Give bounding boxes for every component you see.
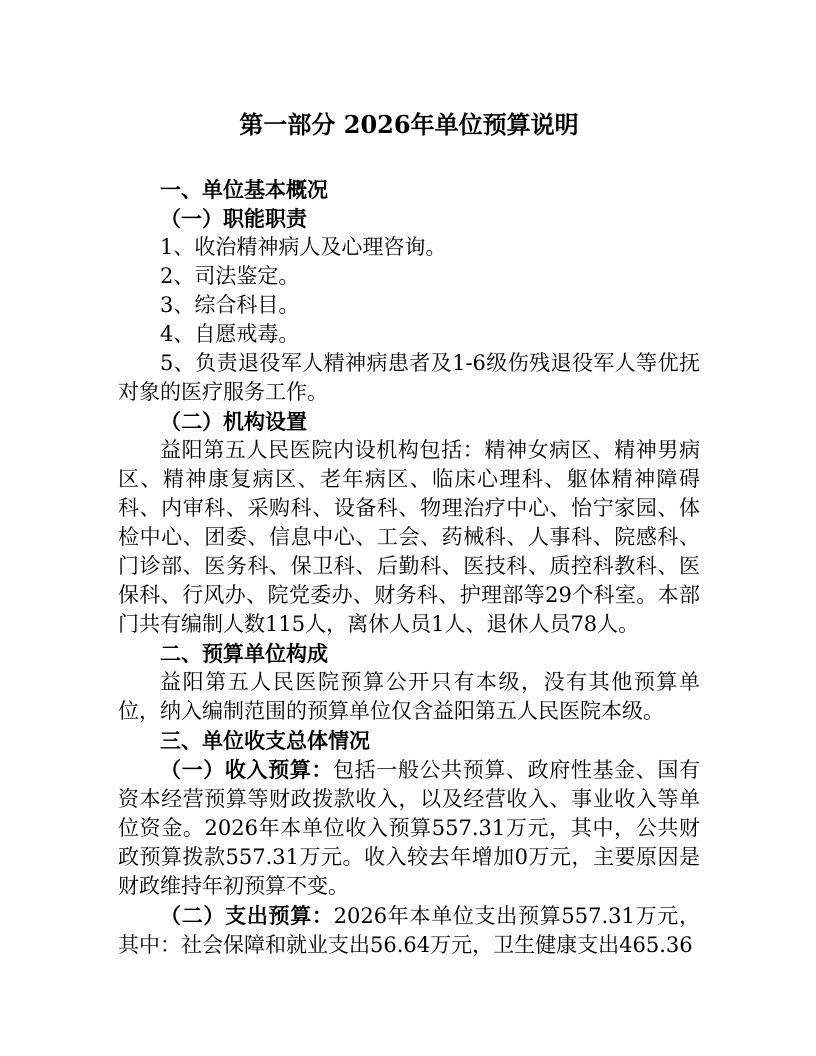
expenditure-budget-lead: （二）支出预算： <box>160 903 334 928</box>
duty-item-1: 1、收治精神病人及心理咨询。 <box>160 235 447 259</box>
income-budget-text: 包括一般公共预算、政府性基金、国有资本经营预算等财政拨款收入，以及经营收入、事业收入等单位资金。2026年本单位收入预算557.31万元，其中，公共财政预算拨款557.31万元。收入较去年增加0万元，主要原因是财政维持年初预算不变。 <box>118 758 700 898</box>
expenditure-budget-text: 2026年本单位支出预算557.31万元，其中：社会保障和就业支出56.64万元，卫生健康支出465.36 <box>118 904 701 957</box>
duty-item-5: 5、负责退役军人精神病患者及1-6级伤残退役军人等优抚对象的医疗服务工作。 <box>118 351 700 404</box>
subsection-heading-organization: （二）机构设置 <box>160 409 307 434</box>
duty-item-2: 2、司法鉴定。 <box>160 264 300 288</box>
budget-unit-paragraph: 益阳第五人民医院预算公开只有本级，没有其他预算单位，纳入编制范围的预算单位仅含益阳第五人民医院本级。 <box>118 670 700 723</box>
expenditure-budget-paragraph <box>118 901 700 960</box>
income-budget-paragraph <box>118 755 700 901</box>
income-budget-lead: （一）收入预算： <box>160 757 333 782</box>
subsection-heading-duties: （一）职能职责 <box>160 206 307 231</box>
section-heading-budget-unit: 二、预算单位构成 <box>160 641 328 666</box>
document-body <box>118 175 700 960</box>
document-title: 第一部分 2026年单位预算说明 <box>239 110 579 139</box>
duty-item-4: 4、自愿戒毒。 <box>160 322 300 346</box>
section-heading-income-expenditure: 三、单位收支总体情况 <box>160 728 370 753</box>
organization-paragraph: 益阳第五人民医院内设机构包括：精神女病区、精神男病区、精神康复病区、老年病区、临床心理科、躯体精神障碍科、内审科、采购科、设备科、物理治疗中心、怡宁家园、体检中心、团委、信息中心、工会、药械科、人事科、院感科、门诊部、医务科、保卫科、后勤科、医技科、质控科教科、医保科、行风办、院党委办、财务科、护理部等29个科室。本部门共有编制人数115人，离休人员1人、退休人员78人。 <box>118 438 700 636</box>
duty-item-3: 3、综合科目。 <box>160 293 300 317</box>
section-heading-unit-overview: 一、单位基本概况 <box>160 177 328 202</box>
